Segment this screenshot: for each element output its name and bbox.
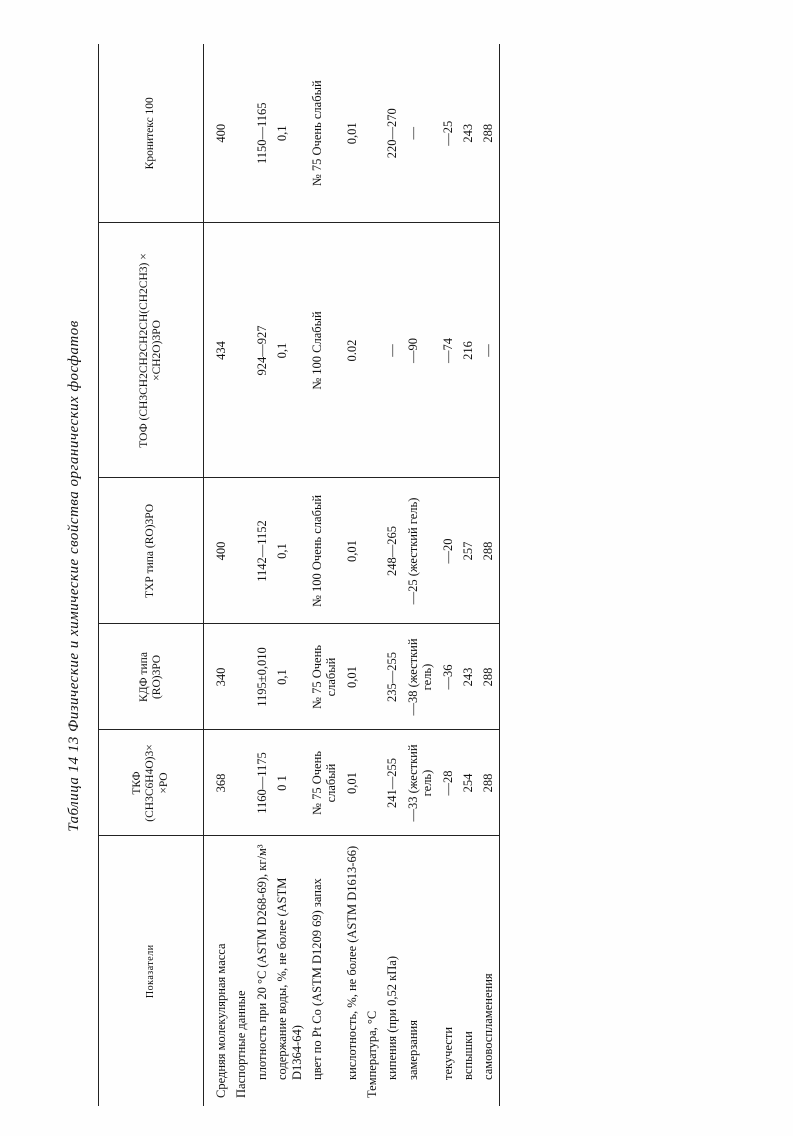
cell-value (362, 730, 382, 836)
cell-value: 257 (458, 478, 478, 624)
row-label: замерзания (405, 1020, 420, 1080)
cell-value (231, 223, 251, 478)
cell-value: 368 (204, 730, 232, 836)
cell-value (231, 730, 251, 836)
cell-value: 400 (204, 478, 232, 624)
table-row (307, 44, 342, 1106)
row-label: кислотность, %, не более (ASTM D1613-66) (344, 845, 359, 1080)
table-row (342, 44, 362, 1106)
cell-value: 235—255 (382, 624, 402, 730)
cell-value: 0,01 (342, 624, 362, 730)
row-label: Паспортные данные (234, 990, 249, 1098)
cell-value: 924—927 (252, 223, 272, 478)
cell-value (362, 478, 382, 624)
cell-value: 340 (204, 624, 232, 730)
cell-value: 1160—1175 (252, 730, 272, 836)
cell-value: 288 (478, 624, 499, 730)
row-label: цвет по Pt Co (ASTM D1209 69) запах (309, 878, 324, 1080)
row-label: самовоспламенения (478, 836, 499, 1106)
cell-value: —25 (438, 44, 458, 223)
cell-value: № 75 Очень слабый (307, 624, 342, 730)
row-label: Средняя молекулярная масса (214, 943, 228, 1098)
cell-value: № 100 Очень слабый (307, 478, 342, 624)
cell-value: 400 (204, 44, 232, 223)
cell-value (362, 223, 382, 478)
phosphates-properties-table (98, 44, 500, 1106)
cell-value: 434 (204, 223, 232, 478)
cell-value (231, 44, 251, 223)
cell-value: —90 (403, 223, 438, 478)
table-row (382, 44, 402, 1106)
cell-value: 220—270 (382, 44, 402, 223)
cell-value: 288 (478, 44, 499, 223)
row-label: текучести (440, 1026, 455, 1080)
table-caption: Таблица 14 13 Физические и химические свойства органических фосфатов (66, 320, 82, 832)
cell-value: 1150—1165 (252, 44, 272, 223)
row-label: кипения (при 0,52 кПа) (385, 956, 400, 1080)
cell-value: 241—255 (382, 730, 402, 836)
row-label: плотность при 20 °С (ASTM D268-69), кг/м³ (254, 844, 269, 1080)
cell-value: № 75 Очень слабый (307, 44, 342, 223)
cell-value: 1142—1152 (252, 478, 272, 624)
cell-value: — (382, 223, 402, 478)
header-tkf: ТКФ (CH3C6H4O)3× ×PO (99, 730, 204, 836)
cell-value: 0,1 (272, 44, 307, 223)
cell-value: —38 (жесткий гель) (403, 624, 438, 730)
cell-value: 243 (458, 44, 478, 223)
table-row (438, 44, 458, 1106)
table-row (231, 44, 251, 1106)
cell-value: № 100 Слабый (307, 223, 342, 478)
cell-value: —36 (438, 624, 458, 730)
cell-value: —33 (жесткий гель) (403, 730, 438, 836)
cell-value: 288 (478, 478, 499, 624)
table-row (362, 44, 382, 1106)
cell-value: — (478, 223, 499, 478)
cell-value: № 75 Очень слабый (307, 730, 342, 836)
cell-value (231, 624, 251, 730)
table-header-row (99, 44, 204, 1106)
cell-value: 216 (458, 223, 478, 478)
header-txr: ТХР типа (RO)3PO (99, 478, 204, 624)
table-row (272, 44, 307, 1106)
cell-value (362, 44, 382, 223)
table-row (478, 44, 499, 1106)
cell-value: —25 (жесткий гель) (403, 478, 438, 624)
cell-value: 0,01 (342, 730, 362, 836)
header-kronitex: Кронитекс 100 (99, 44, 204, 223)
cell-value: 288 (478, 730, 499, 836)
cell-value: —20 (438, 478, 458, 624)
header-kdf: КДФ типа (RO)3PO (99, 624, 204, 730)
row-label: содержание воды, %, не более (ASTM D1364-64) (275, 877, 304, 1080)
cell-value: 0,1 (272, 624, 307, 730)
row-label: Температура, °С (365, 1010, 379, 1098)
cell-value: 254 (458, 730, 478, 836)
table-row (204, 44, 232, 1106)
row-label: вспышки (460, 1031, 475, 1080)
cell-value: 0,1 (272, 223, 307, 478)
cell-value: —28 (438, 730, 458, 836)
header-tof: ТОФ (CH3CH2CH2CH2CH(CH2CH3) × ×CH2O)3PO (99, 223, 204, 478)
cell-value: 0,01 (342, 44, 362, 223)
cell-value: 0 1 (272, 730, 307, 836)
cell-value (362, 624, 382, 730)
table-row (403, 44, 438, 1106)
cell-value (231, 478, 251, 624)
cell-value: 1195±0,010 (252, 624, 272, 730)
cell-value: —74 (438, 223, 458, 478)
table-row (458, 44, 478, 1106)
cell-value: 0,01 (342, 478, 362, 624)
cell-value: 0.02 (342, 223, 362, 478)
table-row (252, 44, 272, 1106)
header-parameter: Показатели (99, 836, 204, 1106)
cell-value: 243 (458, 624, 478, 730)
cell-value: — (403, 44, 438, 223)
cell-value: 0,1 (272, 478, 307, 624)
cell-value: 248—265 (382, 478, 402, 624)
